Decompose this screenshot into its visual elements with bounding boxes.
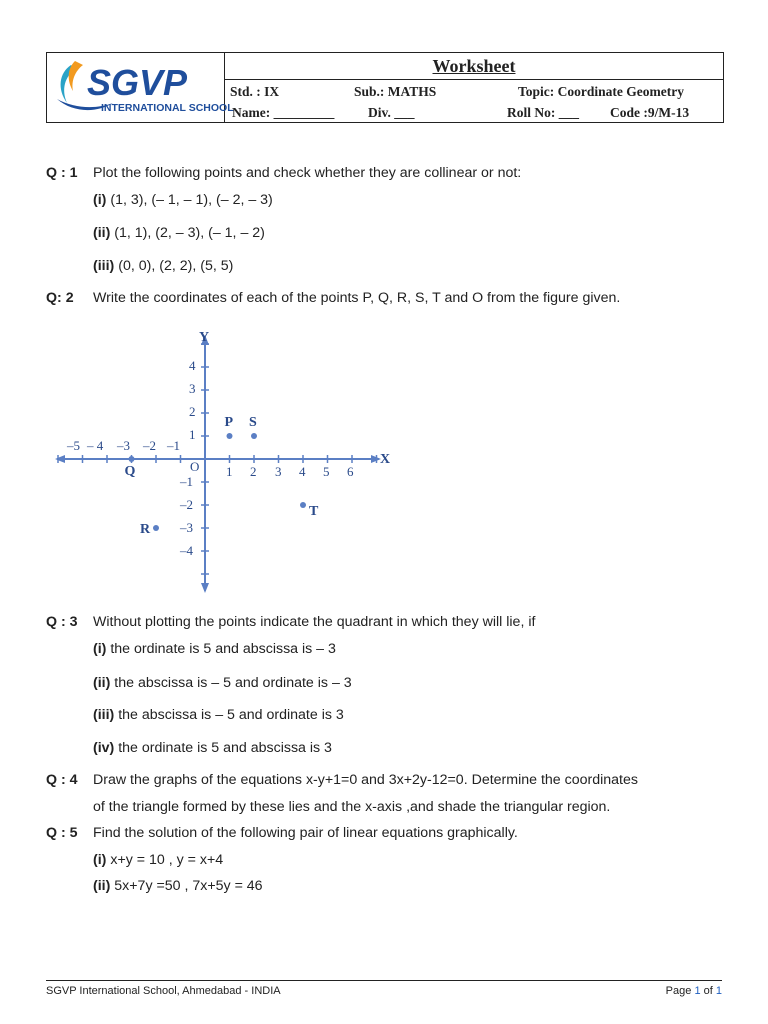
y-tick-label: –4 <box>180 543 193 558</box>
logo-subtext: INTERNATIONAL SCHOOL <box>101 102 234 114</box>
q1-option-3: (iii) (0, 0), (2, 2), (5, 5) <box>93 258 234 274</box>
point-label-s: S <box>249 415 257 430</box>
q1-option-1: (i) (1, 3), (– 1, – 1), (– 2, – 3) <box>93 192 273 208</box>
q3-option-1: (i) the ordinate is 5 and abscissa is – 3 <box>93 641 336 657</box>
header-divider <box>225 79 723 80</box>
footer-divider <box>46 980 722 981</box>
subject-field: Sub.: MATHS <box>354 84 437 99</box>
worksheet-title: Worksheet <box>432 56 516 76</box>
q1-option-2: (ii) (1, 1), (2, – 3), (– 1, – 2) <box>93 225 265 241</box>
point-r <box>153 525 159 531</box>
q3-option-2: (ii) the abscissa is – 5 and ordinate is – 3 <box>93 675 352 691</box>
q2-number: Q: 2 <box>46 290 74 306</box>
page-indicator: Page 1 of 1 <box>665 985 722 997</box>
coordinate-graph <box>50 325 400 597</box>
q3-text: Without plotting the points indicate the quadrant in which they will lie, if <box>93 614 536 630</box>
x-tick-label: 2 <box>250 464 257 479</box>
q4-number: Q : 4 <box>46 772 78 788</box>
y-tick-label: –1 <box>180 474 193 489</box>
y-tick-label: 2 <box>189 404 196 419</box>
school-logo <box>53 59 234 117</box>
q3-option-4: (iv) the ordinate is 5 and abscissa is 3 <box>93 740 332 756</box>
point-label-p: P <box>224 415 234 430</box>
origin-label: O <box>190 459 200 474</box>
x-tick-label: –2 <box>143 438 156 453</box>
x-arrow-left <box>55 455 65 463</box>
y-arrow-down <box>201 583 209 593</box>
worksheet-header <box>46 52 724 123</box>
y-tick-label: 1 <box>189 427 196 442</box>
plotted-points <box>125 415 320 537</box>
q2-text: Write the coordinates of each of the points P, Q, R, S, T and O from the figure given. <box>93 290 621 306</box>
logo-text: SGVP <box>87 62 188 103</box>
q5-option-1: (i) x+y = 10 , y = x+4 <box>93 852 224 868</box>
y-tick-label: –2 <box>180 497 193 512</box>
point-s <box>251 433 257 439</box>
point-q <box>129 456 135 462</box>
q4-text-line2: of the triangle formed by these lies and the x-axis ,and shade the triangular region. <box>93 799 611 815</box>
axis-arrows <box>55 335 381 593</box>
x-tick-label: 6 <box>347 464 354 479</box>
graph-axes <box>57 337 379 591</box>
std-field: Std. : IX <box>230 84 280 99</box>
x-tick-label: –3 <box>117 438 130 453</box>
q5-option-2: (ii) 5x+7y =50 , 7x+5y = 46 <box>93 878 263 894</box>
point-label-r: R <box>140 522 151 537</box>
q5-number: Q : 5 <box>46 825 78 841</box>
y-tick-label: –3 <box>180 520 193 535</box>
q4-text-line1: Draw the graphs of the equations x-y+1=0 and 3x+2y-12=0. Determine the coordinates <box>93 772 638 788</box>
footer-school: SGVP International School, Ahmedabad - INDIA <box>46 985 281 997</box>
x-tick-label: 4 <box>299 464 306 479</box>
point-p <box>227 433 233 439</box>
q5-text: Find the solution of the following pair of linear equations graphically. <box>93 825 518 841</box>
point-label-q: Q <box>124 464 136 479</box>
x-axis-label: X <box>380 452 391 467</box>
roll-field: Roll No: ___ <box>507 105 579 120</box>
y-axis-label: Y <box>199 330 210 345</box>
name-field: Name: _________ <box>232 105 335 120</box>
point-label-t: T <box>309 504 319 519</box>
q3-option-3: (iii) the abscissa is – 5 and ordinate is 3 <box>93 707 344 723</box>
div-field: Div. ___ <box>368 105 415 120</box>
topic-field: Topic: Coordinate Geometry <box>518 84 684 99</box>
x-tick-label: –5 <box>67 438 80 453</box>
x-tick-label: –1 <box>167 438 180 453</box>
x-tick-label: 3 <box>275 464 282 479</box>
logo-cell <box>47 53 234 122</box>
y-tick-label: 4 <box>189 358 196 373</box>
x-tick-label: 5 <box>323 464 330 479</box>
q1-number: Q : 1 <box>46 165 78 181</box>
point-t <box>300 502 306 508</box>
x-tick-label: – 4 <box>87 438 104 453</box>
q1-text: Plot the following points and check whether they are collinear or not: <box>93 165 522 181</box>
code-field: Code :9/M-13 <box>610 105 690 120</box>
tick-labels <box>66 330 390 558</box>
y-tick-label: 3 <box>189 381 196 396</box>
q3-number: Q : 3 <box>46 614 78 630</box>
x-tick-label: 1 <box>226 464 233 479</box>
